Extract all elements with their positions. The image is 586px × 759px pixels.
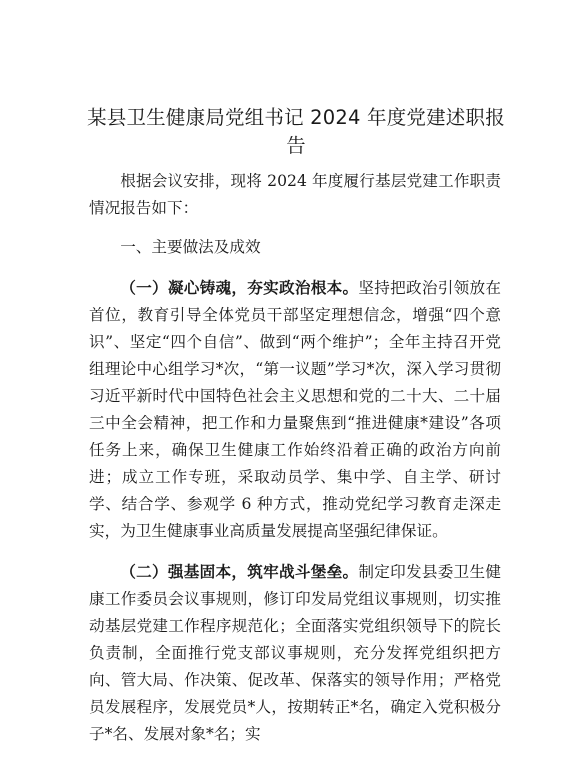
document-body <box>89 168 501 748</box>
paragraph-2-body: 制定印发县委卫生健康工作委员会议事规则，修订印发局党组议事规则，切实推动基层党建工作程序规范化；全面落实党组织领导下的院长负责制，全面推行党支部议事规则，充分发挥党组织把方向、管大局、作决策、促改革、保落实的领导作用；严格党员发展程序，发展党员*人，按期转正*名，确定入党积极分子*名、发展对象*名；实 <box>89 563 501 743</box>
paragraph-1-lead: （一）凝心铸魂，夯实政治根本。 <box>120 278 359 297</box>
paragraph-2-lead: （二）强基固本，筑牢战斗堡垒。 <box>120 562 359 581</box>
section-heading: 一、主要做法及成效 <box>120 238 261 256</box>
paragraph-2 <box>89 558 501 748</box>
document-title: 某县卫生健康局党组书记 2024 年度党建述职报告 <box>87 106 505 157</box>
paragraph-1-body: 坚持把政治引领放在首位，教育引导全体党员干部坚定理想信念，增强“四个意识”、坚定“四个自信”、做到“两个维护”；全年主持召开党组理论中心组学习*次，“第一议题”学习*次，深入学习贯彻习近平新时代中国特色社会主义思想和党的二十大、二十届三中全会精神，把工作和力量聚焦到“推进健康*建设”各项任务上来，确保卫生健康工作始终沿着正确的政治方向前进；成立工作专班，采取动员学、集中学、自主学、研讨学、结合学、参观学 6 种方式，推动党纪学习教育走深走实，为卫生健康事业高质量发展提高坚强纪律保证。 <box>89 279 501 540</box>
intro-paragraph: 根据会议安排，现将 2024 年度履行基层党建工作职责情况报告如下： <box>89 172 501 217</box>
paragraph-1 <box>89 274 501 545</box>
